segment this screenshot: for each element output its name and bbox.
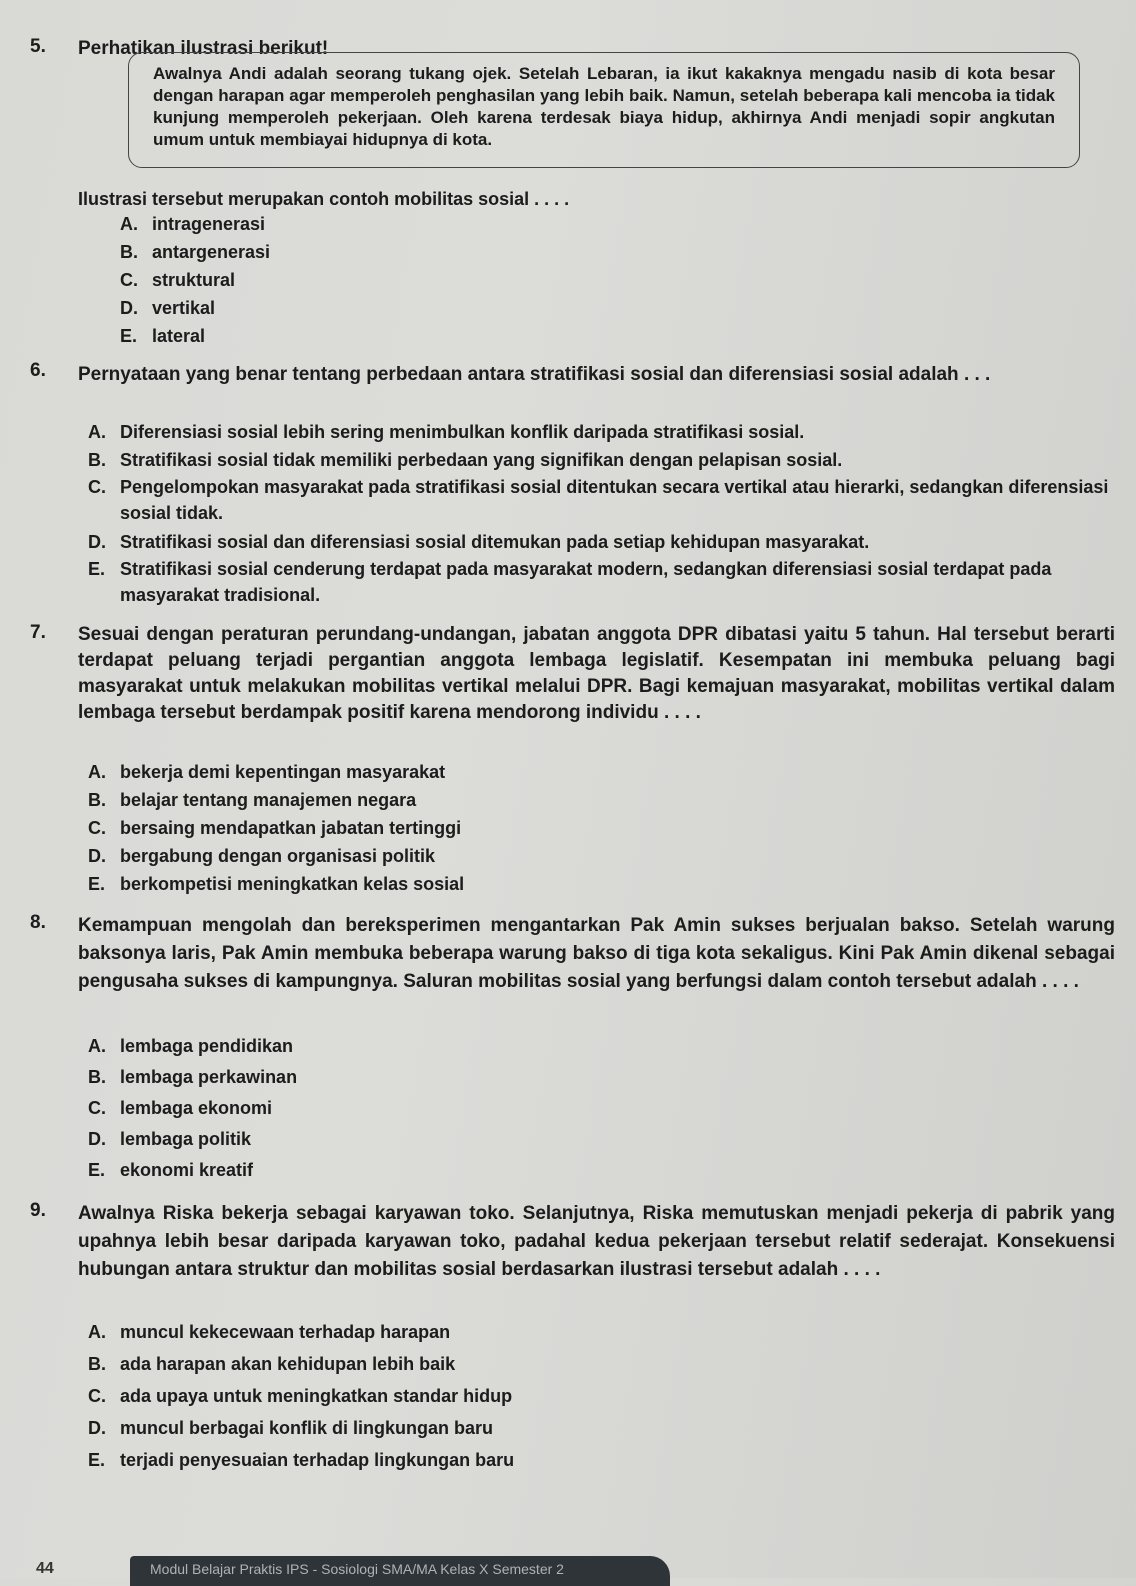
option-b[interactable]: B. antargenerasi (120, 242, 271, 262)
option-e[interactable]: E. Stratifikasi sosial cenderung terdapat pada masyarakat modern, sedangkan diferensiasi sosial terdapat pada masyarakat tradisional. (88, 559, 1052, 605)
illustration-box: Awalnya Andi adalah seorang tukang ojek. Setelah Lebaran, ia ikut kakaknya mengadu nasib di kota besar dengan harapan agar memperoleh penghasilan yang lebih baik. Namun, setelah beberapa kali mencoba ia tidak kunjung memperoleh pekerjaan. Oleh karena terdesak biaya hidup, akhirnya Andi menjadi sopir angkutan umum untuk membiayai hidupnya di kota. (128, 52, 1080, 168)
option-a[interactable]: A. intragenerasi (120, 214, 266, 234)
option-e[interactable]: E. berkompetisi meningkatkan kelas sosial (88, 874, 465, 894)
question-text: Sesuai dengan peraturan perundang-undangan, jabatan anggota DPR dibatasi yaitu 5 tahun. Hal tersebut berarti terdapat peluang terjadi pergantian anggota lembaga legislatif. Kesempatan ini membuka peluang bagi masyarakat untuk melakukan mobilitas vertikal melalui DPR. Bagi kemajuan masyarakat, mobilitas vertikal dalam lembaga tersebut berdampak positif karena mendorong individu . . . . (78, 624, 1115, 723)
question-number: 6. (30, 360, 46, 381)
option-c[interactable]: C. lembaga ekonomi (88, 1098, 273, 1118)
question-number: 7. (30, 622, 46, 643)
option-c[interactable]: C. Pengelompokan masyarakat pada stratifikasi sosial ditentukan secara vertikal atau hierarki, sedangkan diferensiasi sosial tidak. (88, 477, 1109, 523)
question-5-options (120, 210, 270, 350)
question-stem: Ilustrasi tersebut merupakan contoh mobilitas sosial . . . . (78, 189, 570, 209)
option-c[interactable]: C. struktural (120, 270, 236, 290)
option-a[interactable]: A. muncul kekecewaan terhadap harapan (88, 1322, 451, 1342)
option-e[interactable]: E. ekonomi kreatif (88, 1160, 254, 1180)
question-number: 8. (30, 912, 46, 933)
option-e[interactable]: E. lateral (120, 326, 206, 346)
option-a[interactable]: A. Diferensiasi sosial lebih sering menimbulkan konflik daripada stratifikasi sosial. (88, 422, 805, 442)
option-d[interactable]: D. Stratifikasi sosial dan diferensiasi sosial ditemukan pada setiap kehidupan masyarakat. (88, 532, 870, 552)
option-d[interactable]: D. muncul berbagai konflik di lingkungan baru (88, 1418, 494, 1438)
option-a[interactable]: A. bekerja demi kepentingan masyarakat (88, 762, 446, 782)
footer-banner: Modul Belajar Praktis IPS - Sosiologi SMA/MA Kelas X Semester 2 (130, 1556, 670, 1586)
question-text: Kemampuan mengolah dan bereksperimen mengantarkan Pak Amin sukses berjualan bakso. Setelah warung baksonya laris, Pak Amin membuka beberapa warung bakso di tiga kota sekaligus. Kini Pak Amin dikenal sebagai pengusaha sukses di kampungnya. Saluran mobilitas sosial yang berfungsi dalam contoh tersebut adalah . . . . (78, 915, 1115, 992)
page-number: 44 (36, 1560, 54, 1577)
option-c[interactable]: C. bersaing mendapatkan jabatan tertinggi (88, 818, 462, 838)
option-e[interactable]: E. terjadi penyesuaian terhadap lingkungan baru (88, 1450, 515, 1470)
option-b[interactable]: B. belajar tentang manajemen negara (88, 790, 417, 810)
option-b[interactable]: B. Stratifikasi sosial tidak memiliki perbedaan yang signifikan dengan pelapisan sosial. (88, 450, 843, 470)
question-8-options (88, 1032, 297, 1187)
option-b[interactable]: B. lembaga perkawinan (88, 1067, 298, 1087)
question-number: 9. (30, 1200, 46, 1221)
option-d[interactable]: D. lembaga politik (88, 1129, 252, 1149)
question-text: Awalnya Riska bekerja sebagai karyawan toko. Selanjutnya, Riska memutuskan menjadi pekerja di pabrik yang upahnya lebih besar daripada karyawan toko, padahal kedua pekerjaan tersebut relatif sederajat. Konsekuensi hubungan antara struktur dan mobilitas sosial berdasarkan ilustrasi tersebut adalah . . . . (78, 1203, 1115, 1280)
option-b[interactable]: B. ada harapan akan kehidupan lebih baik (88, 1354, 456, 1374)
option-c[interactable]: C. ada upaya untuk meningkatkan standar hidup (88, 1386, 513, 1406)
question-7-options (88, 758, 464, 898)
option-d[interactable]: D. vertikal (120, 298, 216, 318)
question-text: Perhatikan ilustrasi berikut! (78, 38, 329, 59)
question-text: Pernyataan yang benar tentang perbedaan antara stratifikasi sosial dan diferensiasi sosial adalah . . . (78, 364, 991, 385)
question-number: 5. (30, 36, 46, 57)
question-6-options (88, 418, 1110, 608)
option-d[interactable]: D. bergabung dengan organisasi politik (88, 846, 436, 866)
option-a[interactable]: A. lembaga pendidikan (88, 1036, 294, 1056)
question-9-options (88, 1318, 514, 1478)
